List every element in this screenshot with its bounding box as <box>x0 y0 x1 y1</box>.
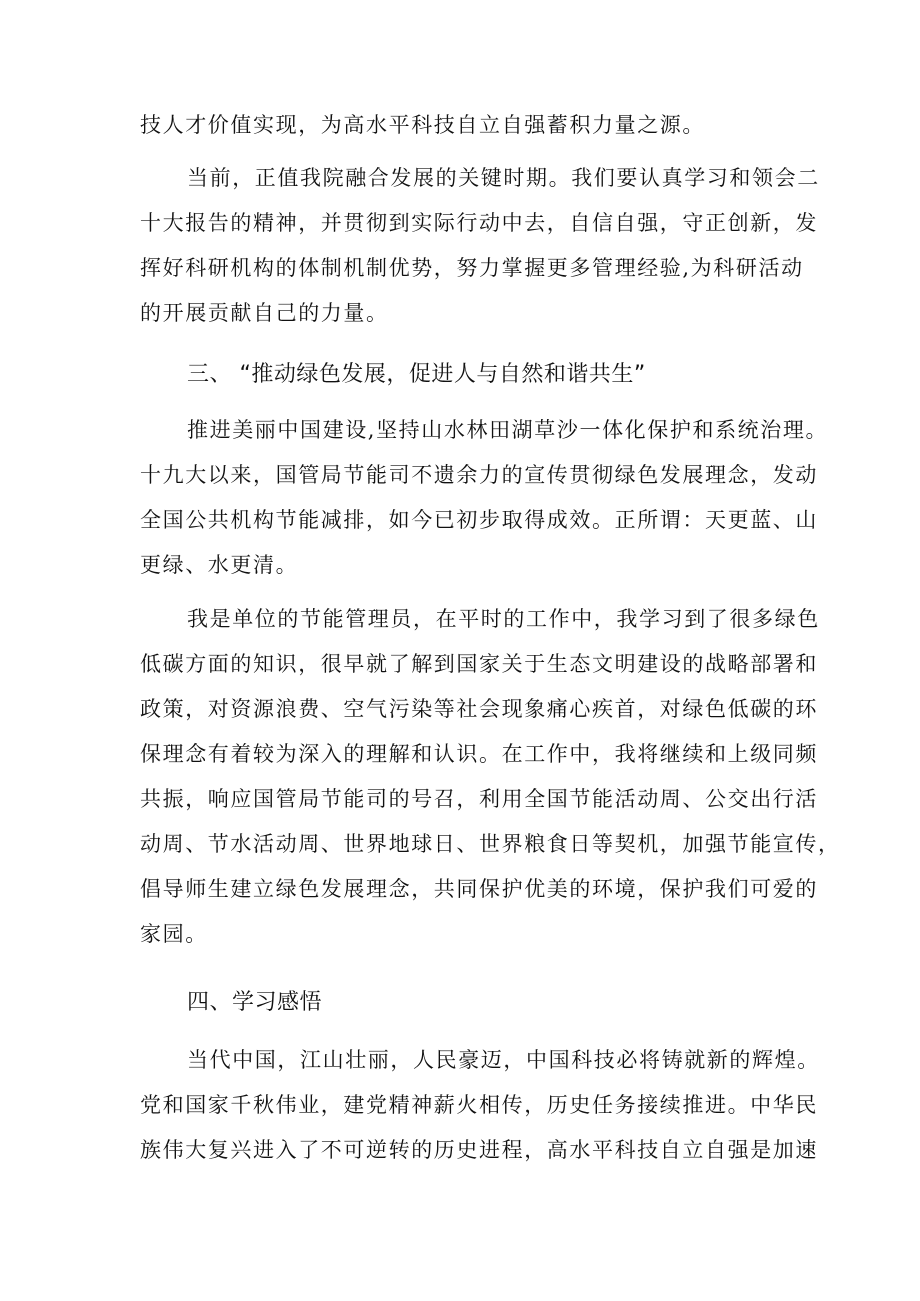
paragraph-line: 挥好科研机构的体制机制优势，努力掌握更多管理经验,为科研活动 <box>140 256 804 280</box>
paragraph-line: 族伟大复兴进入了不可逆转的历史进程，高水平科技自立自强是加速 <box>140 1138 818 1162</box>
paragraph-line: 技人才价值实现，为高水平科技自立自强蓄积力量之源。 <box>140 113 705 137</box>
paragraph-line: 当前，正值我院融合发展的关键时期。我们要认真学习和领会二 <box>187 166 820 190</box>
section-heading-3: 三、 “推动绿色发展，促进人与自然和谐共生” <box>187 362 646 387</box>
paragraph-line: 十大报告的精神，并贯彻到实际行动中去，自信自强，守正创新，发 <box>140 211 818 235</box>
paragraph-line: 更绿、水更清。 <box>140 553 299 577</box>
paragraph-line: 我是单位的节能管理员，在平时的工作中，我学习到了很多绿色 <box>187 607 820 631</box>
section-heading-4: 四、学习感悟 <box>187 990 323 1015</box>
paragraph-line: 低碳方面的知识，很早就了解到国家关于生态文明建设的战略部署和 <box>140 652 818 676</box>
paragraph-line: 党和国家千秋伟业，建党精神薪火相传，历史任务接续推进。中华民 <box>140 1093 818 1117</box>
paragraph-line: 当代中国，江山壮丽，人民豪迈，中国科技必将铸就新的辉煌。 <box>187 1048 820 1072</box>
paragraph-line: 倡导师生建立绿色发展理念，共同保护优美的环境，保护我们可爱的 <box>140 877 818 901</box>
paragraph-line: 的开展贡献自己的力量。 <box>140 301 389 325</box>
paragraph-line: 政策，对资源浪费、空气污染等社会现象痛心疾首，对绿色低碳的环 <box>140 697 818 721</box>
paragraph-line: 动周、节水活动周、世界地球日、世界粮食日等契机，加强节能宣传， <box>140 832 841 856</box>
paragraph-line: 家园。 <box>140 922 208 946</box>
paragraph-line: 推进美丽中国建设,坚持山水林田湖草沙一体化保护和系统治理。 <box>187 418 829 442</box>
paragraph-line: 保理念有着较为深入的理解和认识。在工作中，我将继续和上级同频 <box>140 742 818 766</box>
paragraph-line: 全国公共机构节能减排，如今已初步取得成效。正所谓：天更蓝、山 <box>140 508 818 532</box>
paragraph-line: 共振，响应国管局节能司的号召，利用全国节能活动周、公交出行活 <box>140 787 818 811</box>
paragraph-line: 十九大以来，国管局节能司不遗余力的宣传贯彻绿色发展理念，发动 <box>140 463 818 487</box>
